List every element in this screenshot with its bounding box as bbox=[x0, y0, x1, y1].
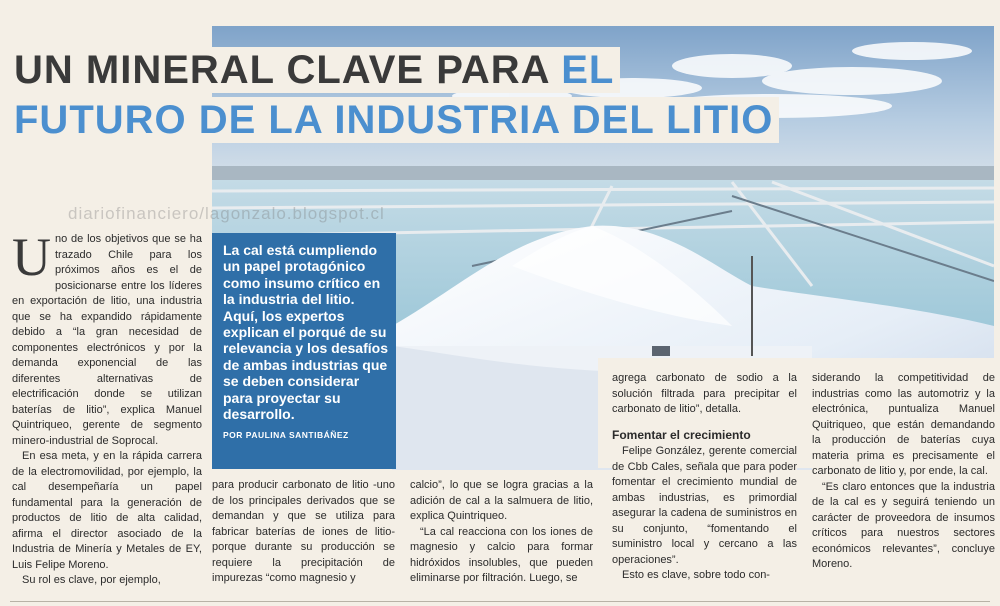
paragraph: “Es claro entonces que la industria de la cal es y seguirá teniendo un carácter de proveedora de insumos críticos para nuestros sectores económicos relevantes”, concluye Moreno. bbox=[812, 480, 995, 570]
article-column-3 bbox=[410, 478, 593, 587]
article-column-4 bbox=[612, 365, 797, 601]
paragraph: Su rol es clave, por ejemplo, bbox=[22, 574, 161, 586]
headline bbox=[10, 47, 779, 147]
headline-line2: FUTURO DE LA INDUSTRIA DEL LITIO bbox=[14, 98, 774, 142]
article-column-5 bbox=[812, 365, 995, 601]
callout-box bbox=[212, 233, 396, 469]
bottom-rule bbox=[10, 601, 990, 602]
paragraph: Felipe González, gerente comercial de Cbb Cales, señala que para poder fomentar el crecimiento mundial de ambas industrias, es primordial asegurar la cadena de suministros en su conjunto, “fomentando el suministro local y cercano a las operaciones”. bbox=[612, 445, 797, 566]
headline-line1-blue: EL bbox=[561, 48, 615, 92]
paragraph: no de los objetivos que se ha trazado Chile para los próximos años es el de posicionarse entre los líderes en exportación de litio, una industria que se ha expandido rápidamente debido a “la gran necesidad de componentes electrónicos y por la demanda exponencial de las diferentes alternativas de electrificación donde se utilizan baterías de litio”, explica Manuel Quintriqueo, gerente de segmento minero-industrial de Soprocal. bbox=[12, 233, 202, 447]
drop-cap: U bbox=[12, 227, 51, 287]
paragraph: siderando la competitividad de industrias como las automotriz y la electrónica, puntualiza Manuel Quitriqueo, que están demandando la producción de baterías cuya materia prima es precisamente el carbonato de litio y, por ende, la cal. bbox=[812, 372, 995, 477]
byline: POR PAULINA SANTIBÁÑEZ bbox=[223, 430, 349, 441]
mountains bbox=[212, 166, 994, 180]
subheading: Fomentar el crecimiento bbox=[612, 427, 751, 442]
paragraph: Esto es clave, sobre todo con- bbox=[622, 569, 770, 581]
article-column-1 bbox=[12, 227, 202, 589]
vehicle bbox=[652, 346, 670, 356]
headline-line1-dark: UN MINERAL CLAVE PARA bbox=[14, 48, 562, 92]
paragraph: agrega carbonato de sodio a la solución filtrada para precipitar el carbonato de litio”, detalla. bbox=[612, 372, 797, 415]
article-column-2 bbox=[212, 478, 395, 587]
paragraph: “La cal reacciona con los iones de magnesio y calcio para formar hidróxidos insolubles, que pueden eliminarse por filtración. Luego, se bbox=[410, 525, 593, 584]
paragraph: En esa meta, y en la rápida carrera de la electromovilidad, por ejemplo, la cal desempeñaría un papel fundamental para la generación de productos de litio de alta calidad, afirma el director asociado de la Industria de Minería y Metales de EY, Luis Felipe Moreno. bbox=[12, 450, 202, 571]
watermark: diariofinanciero/lagonzalo.blogspot.cl bbox=[68, 204, 385, 223]
paragraph: calcio”, lo que se logra gracias a la adición de cal a la salmuera de litio, explica Quintriqueo. bbox=[410, 479, 593, 522]
paragraph: para producir carbonato de litio -uno de los principales derivados que se demandan y que se utiliza para fabricar baterías de iones de litio- porque durante su producción se requiere la precipitación de impurezas “como magnesio y bbox=[212, 479, 395, 584]
callout-lead: La cal está cumpliendo un papel protagónico como insumo crítico en la industria del litio. Aquí, los expertos explican el porqué de su relevancia y los desafíos de ambas industrias que se deben considerar para proyectar su desarrollo. bbox=[223, 242, 388, 423]
